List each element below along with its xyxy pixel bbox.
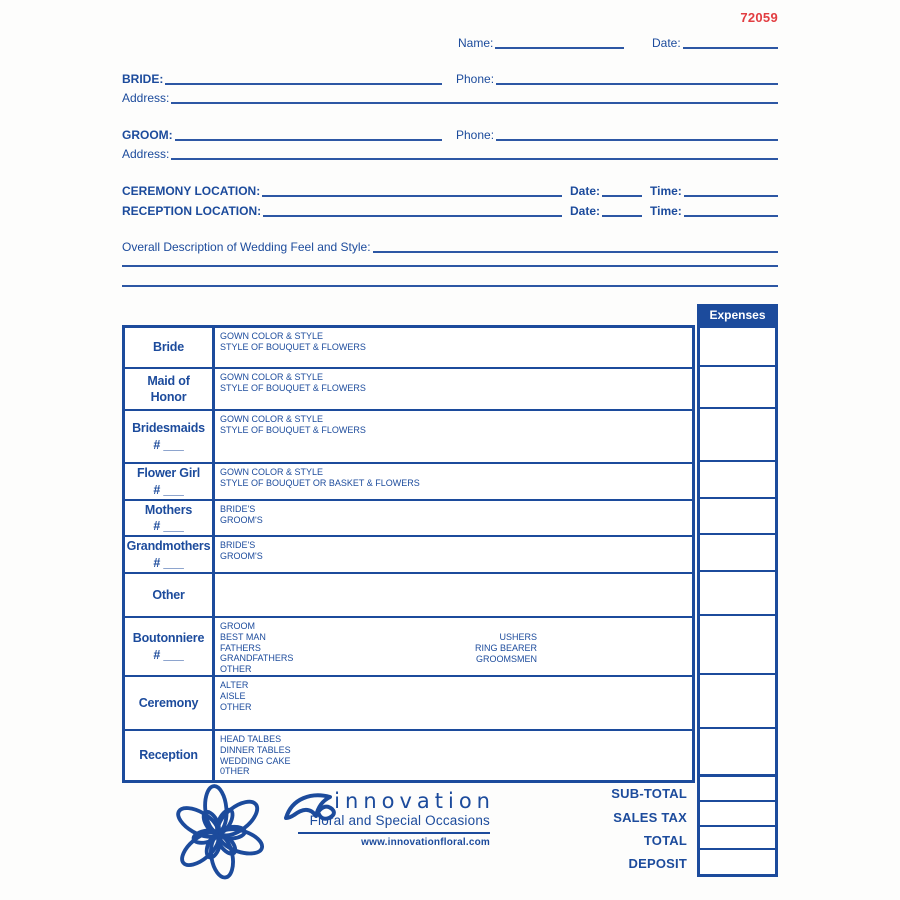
total-label: TOTAL (643, 833, 687, 848)
row-label: Maid of Honor (125, 369, 215, 409)
description-underline (373, 234, 778, 253)
row-label: Other (125, 574, 215, 616)
reception-time-underline (684, 198, 778, 217)
reception-location-underline (263, 198, 562, 217)
reception-date-label: Date: (570, 204, 601, 218)
bride-address-underline (171, 85, 778, 104)
reception-location-field (122, 200, 562, 217)
reception-date-field (570, 200, 642, 217)
name-label: Name: (458, 36, 494, 50)
reception-date-underline (602, 198, 642, 217)
row-details: GOWN COLOR & STYLE STYLE OF BOUQUET OR BASKET & FLOWERS (220, 467, 420, 488)
row-label: Bride (125, 328, 215, 367)
blank-line-2 (122, 285, 778, 287)
row-details: BRIDE'S GROOM'S (220, 504, 263, 525)
expense-cell-maid-of-honor (700, 367, 775, 409)
bride-underline (165, 66, 442, 85)
bride-address-label: Address: (122, 91, 170, 105)
date-field (652, 32, 778, 49)
sales-tax-box (700, 802, 775, 827)
description-label: Overall Description of Wedding Feel and Style: (122, 240, 371, 254)
logo-website: www.innovationfloral.com (361, 837, 490, 849)
date-label: Date: (652, 36, 681, 50)
groom-address-field (122, 143, 778, 160)
sales-tax-label: SALES TAX (613, 810, 687, 825)
row-details: ALTER AISLE OTHER (220, 680, 252, 712)
bride-phone-field (456, 68, 778, 85)
groom-address-underline (171, 141, 778, 160)
expense-cell-bridesmaids (700, 409, 775, 462)
name-underline (495, 30, 624, 49)
table-row-reception (125, 729, 692, 780)
deposit-label: DEPOSIT (628, 856, 687, 871)
bride-label: BRIDE: (122, 72, 164, 86)
row-details: GOWN COLOR & STYLE STYLE OF BOUQUET & FLOWERS (220, 372, 366, 393)
ceremony-time-field (650, 180, 778, 197)
name-field (458, 32, 624, 49)
ceremony-time-underline (684, 178, 778, 197)
ceremony-location-field (122, 180, 562, 197)
expense-cell-mothers (700, 499, 775, 535)
reception-time-field (650, 200, 778, 217)
groom-phone-field (456, 124, 778, 141)
expense-cell-grandmothers (700, 535, 775, 572)
bride-address-field (122, 87, 778, 104)
ceremony-location-label: CEREMONY LOCATION: (122, 184, 261, 198)
expense-cell-bride (700, 328, 775, 367)
table-row-grandmothers (125, 535, 692, 572)
table-row-bridesmaids (125, 409, 692, 462)
row-details (215, 574, 692, 616)
logo-text (298, 789, 495, 849)
table-row-other (125, 572, 692, 616)
groom-underline (175, 122, 442, 141)
date-underline (683, 30, 778, 49)
logo-tagline: Floral and Special Occasions (309, 813, 490, 829)
row-label: Mothers # ___ (125, 501, 215, 535)
bride-phone-underline (496, 66, 778, 85)
ceremony-location-underline (262, 178, 562, 197)
reception-location-label: RECEPTION LOCATION: (122, 204, 262, 218)
ceremony-date-underline (602, 178, 642, 197)
subtotal-box (700, 777, 775, 802)
row-details: GOWN COLOR & STYLE STYLE OF BOUQUET & FLOWERS (220, 331, 366, 352)
table-row-ceremony (125, 675, 692, 729)
total-box (700, 827, 775, 850)
bride-phone-label: Phone: (456, 72, 495, 86)
expenses-header: Expenses (697, 304, 778, 325)
logo (170, 784, 495, 884)
flower-icon (170, 784, 266, 880)
table-row-maid-of-honor (125, 367, 692, 409)
groom-phone-underline (496, 122, 778, 141)
description-field (122, 236, 778, 253)
expense-cell-flower-girl (700, 462, 775, 499)
blank-line-1 (122, 265, 778, 267)
row-details: BRIDE'S GROOM'S (220, 540, 263, 561)
row-label: Reception (125, 731, 215, 780)
row-label: Flower Girl # ___ (125, 464, 215, 499)
expenses-column (697, 325, 778, 877)
expense-cell-other (700, 572, 775, 616)
ceremony-date-field (570, 180, 642, 197)
row-label: Grandmothers # ___ (125, 537, 215, 572)
expense-cell-reception (700, 729, 775, 777)
bride-field (122, 68, 442, 85)
row-details: HEAD TALBES DINNER TABLES WEDDING CAKE 0THER (220, 734, 291, 777)
florals-table (122, 325, 695, 783)
expense-cell-ceremony (700, 675, 775, 729)
subtotal-label: SUB-TOTAL (611, 786, 687, 801)
reception-time-label: Time: (650, 204, 682, 218)
groom-field (122, 124, 442, 141)
groom-address-label: Address: (122, 147, 170, 161)
groom-phone-label: Phone: (456, 128, 495, 142)
table-row-flower-girl (125, 462, 692, 499)
logo-rule (298, 832, 490, 834)
table-row-boutonniere (125, 616, 692, 675)
table-row-mothers (125, 499, 692, 535)
logo-name: innovation (334, 789, 495, 813)
row-label: Ceremony (125, 677, 215, 729)
table-row-bride (125, 328, 692, 367)
expense-cell-boutonniere (700, 616, 775, 675)
groom-label: GROOM: (122, 128, 173, 142)
row-details-right: USHERS RING BEARER GROOMSMEN (474, 632, 537, 664)
row-details: GROOM BEST MAN FATHERS GRANDFATHERS OTHER USHERS RING BEARER GROOMSMEN (220, 621, 537, 675)
row-details: GOWN COLOR & STYLE STYLE OF BOUQUET & FLOWERS (220, 414, 366, 435)
ceremony-time-label: Time: (650, 184, 682, 198)
row-label: Bridesmaids # ___ (125, 411, 215, 462)
row-label: Boutonniere # ___ (125, 618, 215, 675)
deposit-box (700, 850, 775, 874)
form-number: 72059 (740, 10, 778, 25)
ceremony-date-label: Date: (570, 184, 601, 198)
